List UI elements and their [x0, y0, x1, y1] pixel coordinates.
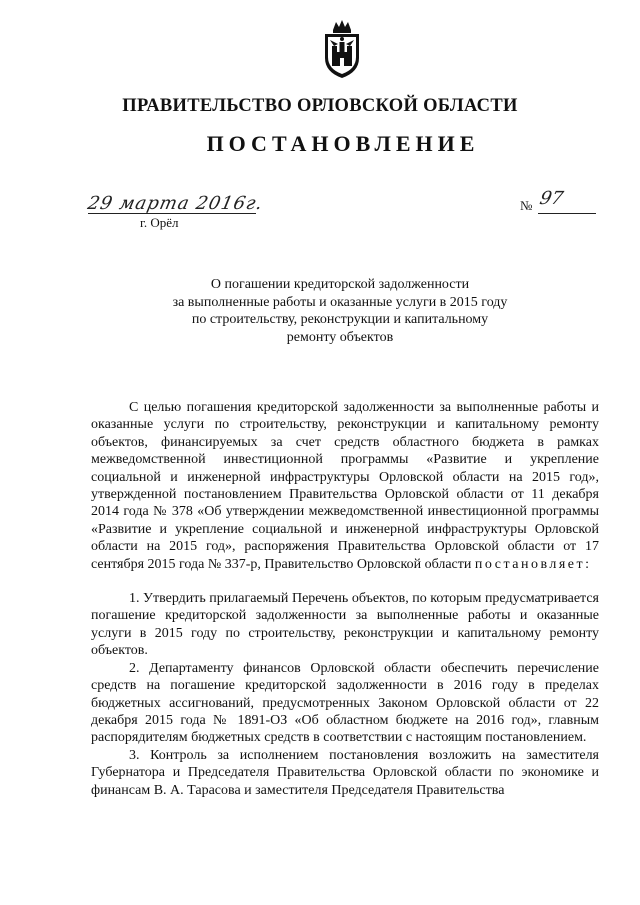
- orel-region-coat-of-arms-icon: [322, 18, 362, 80]
- number-underline: [538, 213, 596, 214]
- government-title: ПРАВИТЕЛЬСТВО ОРЛОВСКОЙ ОБЛАСТИ: [122, 96, 518, 116]
- number-label: №: [520, 198, 533, 213]
- item-paragraph: 1. Утвердить прилагаемый Перечень объектов, по которым предусматривается погашение кредиторской задолженности за выполненные работы и оказанные услуги в 2015 году по строительству, реконструкции и капитальному ремонту объектов.: [91, 591, 599, 659]
- decree-subject: [150, 276, 530, 346]
- document-type-title: ПОСТАНОВЛЕНИЕ: [206, 131, 480, 156]
- resolves-word: постановляет:: [474, 556, 592, 572]
- subject-line: по строительству, реконструкции и капитальному: [191, 312, 489, 328]
- decree-number: 97: [537, 188, 566, 209]
- subject-line: ремонту объектов: [286, 329, 394, 345]
- subject-line: О погашении кредиторской задолженности: [210, 277, 470, 292]
- decree-body: [91, 399, 599, 799]
- item-paragraph: 2. Департаменту финансов Орловской области обеспечить перечисление средств на погашение кредиторской задолженности в 2016 году в пределах бюджетных ассигнований, предусмотренных Законом Орловской области от 22 декабря 2015 года № 1891-ОЗ «Об областном бюджете на 2016 год», главным распорядителям бюджетных средств в соответствии с настоящим постановлением.: [91, 660, 599, 746]
- decree-date: 29 марта 2016г.: [85, 193, 266, 214]
- date-underline: [88, 213, 256, 214]
- preamble-text: С целью погашения кредиторской задолженности за выполненные работы и оказанные услуги по строительству, реконструкции и капитальному ремонту объектов, финансируемых за счет средств областного бюджета в рамках межведомственной инвестиционной программы «Развитие и укрепление социальной и инженерной инфраструктуры Орловской области на 2015 год», утвержденной постановлением Правительства Орловской области от 11 декабря 2014 года № 378 «Об утверждении межведомственной инвестиционной программы «Развитие и укрепление социальной и инженерной инфраструктуры Орловской области на 2015 год», распоряжения Правительства Орловской области от 17 сентября 2015 года № 337-р, Правительство Орловской области: [91, 400, 599, 572]
- decree-city: г. Орёл: [140, 215, 179, 230]
- item-paragraph: 3. Контроль за исполнением постановления возложить на заместителя Губернатора и Председателя Правительства Орловской области по экономике и финансам В. А. Тарасова и заместителя Председателя Правительства: [91, 747, 599, 798]
- subject-line: за выполненные работы и оказанные услуги в 2015 году: [172, 294, 508, 310]
- preamble-paragraph: [91, 399, 599, 573]
